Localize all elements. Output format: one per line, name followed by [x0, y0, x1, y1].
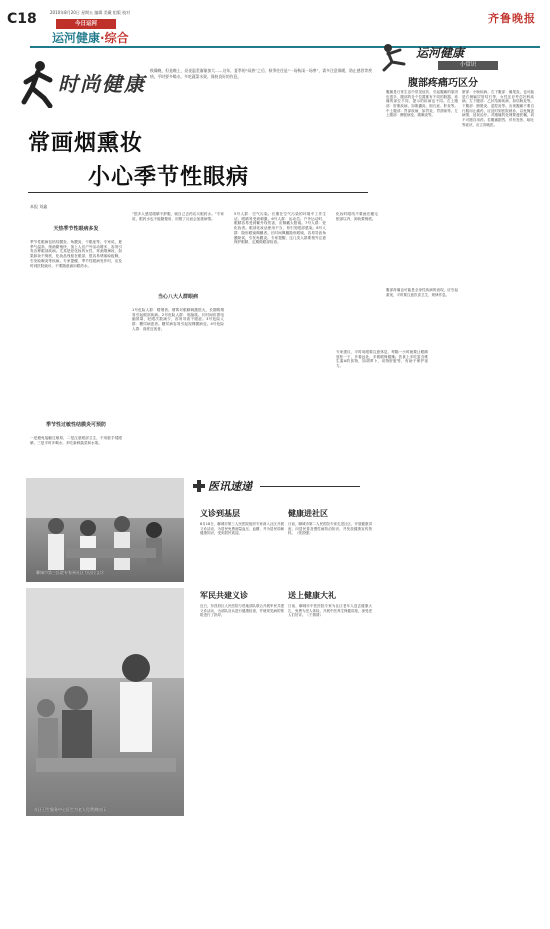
right-article-col-1b: 腹部疼痛也可能是全身性疾病的表现，应引起重视，平时要注意饮食卫生，规律作息。: [386, 288, 458, 297]
right-article-col-1: 腹痛是日常生活中常见症状，引起腹痛的原因也很多，腹部的各个位置都有不同的脏器，疼痛的部位不同，提示的疾病也不同。右上腹部：肝胆疾病，如胆囊炎、胆石症、肝炎等。中上腹部：胃部疾病，如胃炎、胃溃疡等。左上腹部：脾脏病变、胰腺炎等。: [386, 90, 458, 118]
article-col-3: 5号人群：空气污染。长期在空气污染的环境中工作生活，眼睛易受到刺激。6号人群：运动员。户外运动时，眼睛容易受到紫外线伤害，应佩戴太阳镜。7号人群：爱化妆者。眼部化妆品使用不当，易引发眼部感染。8号人群：隐形眼镜佩戴者。长时间佩戴隐形眼镜，容易导致角膜缺氧，引发角膜炎。专家提醒，这几类人群要格外注意保护眼睛，定期做眼部检查。: [234, 212, 326, 245]
photo-caption-2: 社区卫生服务中心医生为老人免费测血压: [34, 807, 106, 812]
main-headline-line-2: 小心季节性眼病: [88, 165, 250, 190]
article-col-4: 专家建议，平时用眼要注意休息，每隔一小时就要让眼睛放松一下，多看远处，多做眼保健操。饮食上多吃富含维生素A的食物，如胡萝卜、动物肝脏等，有助于保护视力。: [336, 350, 428, 369]
fashion-health-logo: 时尚健康: [58, 72, 146, 96]
express-item-3-body: 近日，东昌府区人民医院与驻地部队联合开展军民共建义诊活动，为部队官兵进行健康检查，并就常见病的预防进行了指导。: [200, 604, 284, 618]
issue-date-line: 2010年8月20日 星期五 编辑 美戴 组版 校对: [50, 10, 131, 15]
express-item-3-title: 军民共建义诊: [200, 591, 248, 600]
express-item-2-body: 日前，聊城市第二人民医院专家走进社区，开展健康讲座，向居民普及慢性病防治知识，并发放健康宣传资料。（张国强）: [288, 522, 372, 536]
paper-logo: 齐鲁晚报: [488, 12, 536, 25]
cross-icon: [192, 479, 206, 493]
headline-rule: [28, 192, 368, 193]
subhead-eight-groups: 当心八大人群眼病: [157, 294, 198, 300]
express-item-2-title: 健康进社区: [288, 509, 328, 518]
article-col-4-top: 化妆时眼线不要画在睫毛根部以内，卸妆要彻底。: [336, 212, 378, 221]
express-item-1-title: 义诊到基层: [200, 509, 240, 518]
right-article-col-2: 脐部：小肠疾病。右下腹部：阑尾炎，也可能是右侧输尿管结石等，女性还应考虑妇科疾病。左下腹部：乙状结肠疾病，如结肠炎等。下腹部：膀胱炎、盆腔炎等。出现腹痛不要自行服用止痛药，应及时到医院就诊，以免掩盖病情，延误治疗。对腹痛的处理要遵医嘱，切不可擅自用药。若腹痛剧烈，伴有发热、呕吐等症状，应立即就医。: [462, 90, 534, 127]
express-item-4-title: 送上健康大礼: [288, 591, 336, 600]
photo-elderly-checkup: [26, 588, 184, 816]
main-headline-line-1: 常画烟熏妆: [28, 131, 144, 156]
subhead-weather-smoke: 天热季节性眼病多发: [53, 226, 99, 232]
banner-subtitle: 小常识: [438, 61, 498, 70]
article-col-2a: “很多人感觉眼睛不舒服，就自己去药店买眼药水。”专家说，眼药水也不能随便用，用错了反而会加重病情。: [132, 212, 224, 221]
intro-text: 秋燥晚，但是晚上，昼夜温差渐渐加大……这年，夏季的“闷热”之后，秋季往往是“一场秋雨一场寒”，需多注意保暖，防止感冒等疾病，平时要多喝水，多吃蔬菜水果，保持良好的作息。: [150, 68, 372, 79]
today-focus-tag: 今日运河: [56, 19, 116, 29]
express-title: 医讯速递: [208, 480, 252, 493]
small-knowledge-banner: [378, 42, 530, 72]
section-subtitle: ·综合: [100, 31, 129, 45]
article-col-1a: 季节性眼病包括结膜炎、角膜炎、干眼症等。专家说，夏季气温高，细菌繁殖快，加上人们户外活动增多，容易引发各种眼部疾病。尤其是爱化妆的女性，常画烟熏妆，如果卸妆不彻底，化妆品残留在眼部，很容易堵塞睑板腺，引发睑腺炎等疾病。专家提醒，季节性眼病发作时，应及时到医院就诊，不要随意滴用眼药水。: [30, 240, 122, 268]
page-number: C18: [7, 11, 37, 27]
section-title: 运河健康·综合: [52, 31, 129, 45]
subhead-weather-disease: 季节性过敏性结膜炎可预防: [45, 422, 106, 428]
express-item-1-body: 8月18日，聊城市第三人民医院组织专家深入社区开展义诊活动，为居民免费测量血压、血糖，并为居民讲解健康知识，受到居民欢迎。: [200, 522, 284, 536]
article-col-1b: 一是避免接触过敏原，二是注意眼部卫生，不用脏手揉眼睛，三是平时多喝水，多吃新鲜蔬菜和水果。: [30, 436, 122, 445]
right-article-title: 腹部疼痛巧区分: [408, 78, 478, 89]
express-item-4-body: 日前，聊城市中医医院专家为社区老年人送去健康大礼，免费为老人体检，开展中医养生保健讲座，深受老人们好评。（于倩倩）: [288, 604, 372, 618]
express-rule: [260, 486, 360, 487]
exercise-figure-icon: [378, 42, 412, 72]
banner-logo: 运河健康: [416, 46, 465, 60]
byline: 本报 刘鑫: [30, 204, 48, 209]
photo-caption-1: 聊城市第三医院专家到社区为居民义诊: [36, 570, 104, 575]
photo-clinic-group: [26, 478, 184, 582]
article-col-2b: 1号危险人群：嗜烟者。烟雾对眼睛刺激很大，长期吸烟易引起眼部疾病。2号危险人群：电脑族。长时间盯着电脑屏幕，眨眼次数减少，容易导致干眼症。3号危险人群：糖尿病患者。糖尿病容易引起视网膜病变。4号危险人群：高度近视者。: [132, 308, 224, 331]
